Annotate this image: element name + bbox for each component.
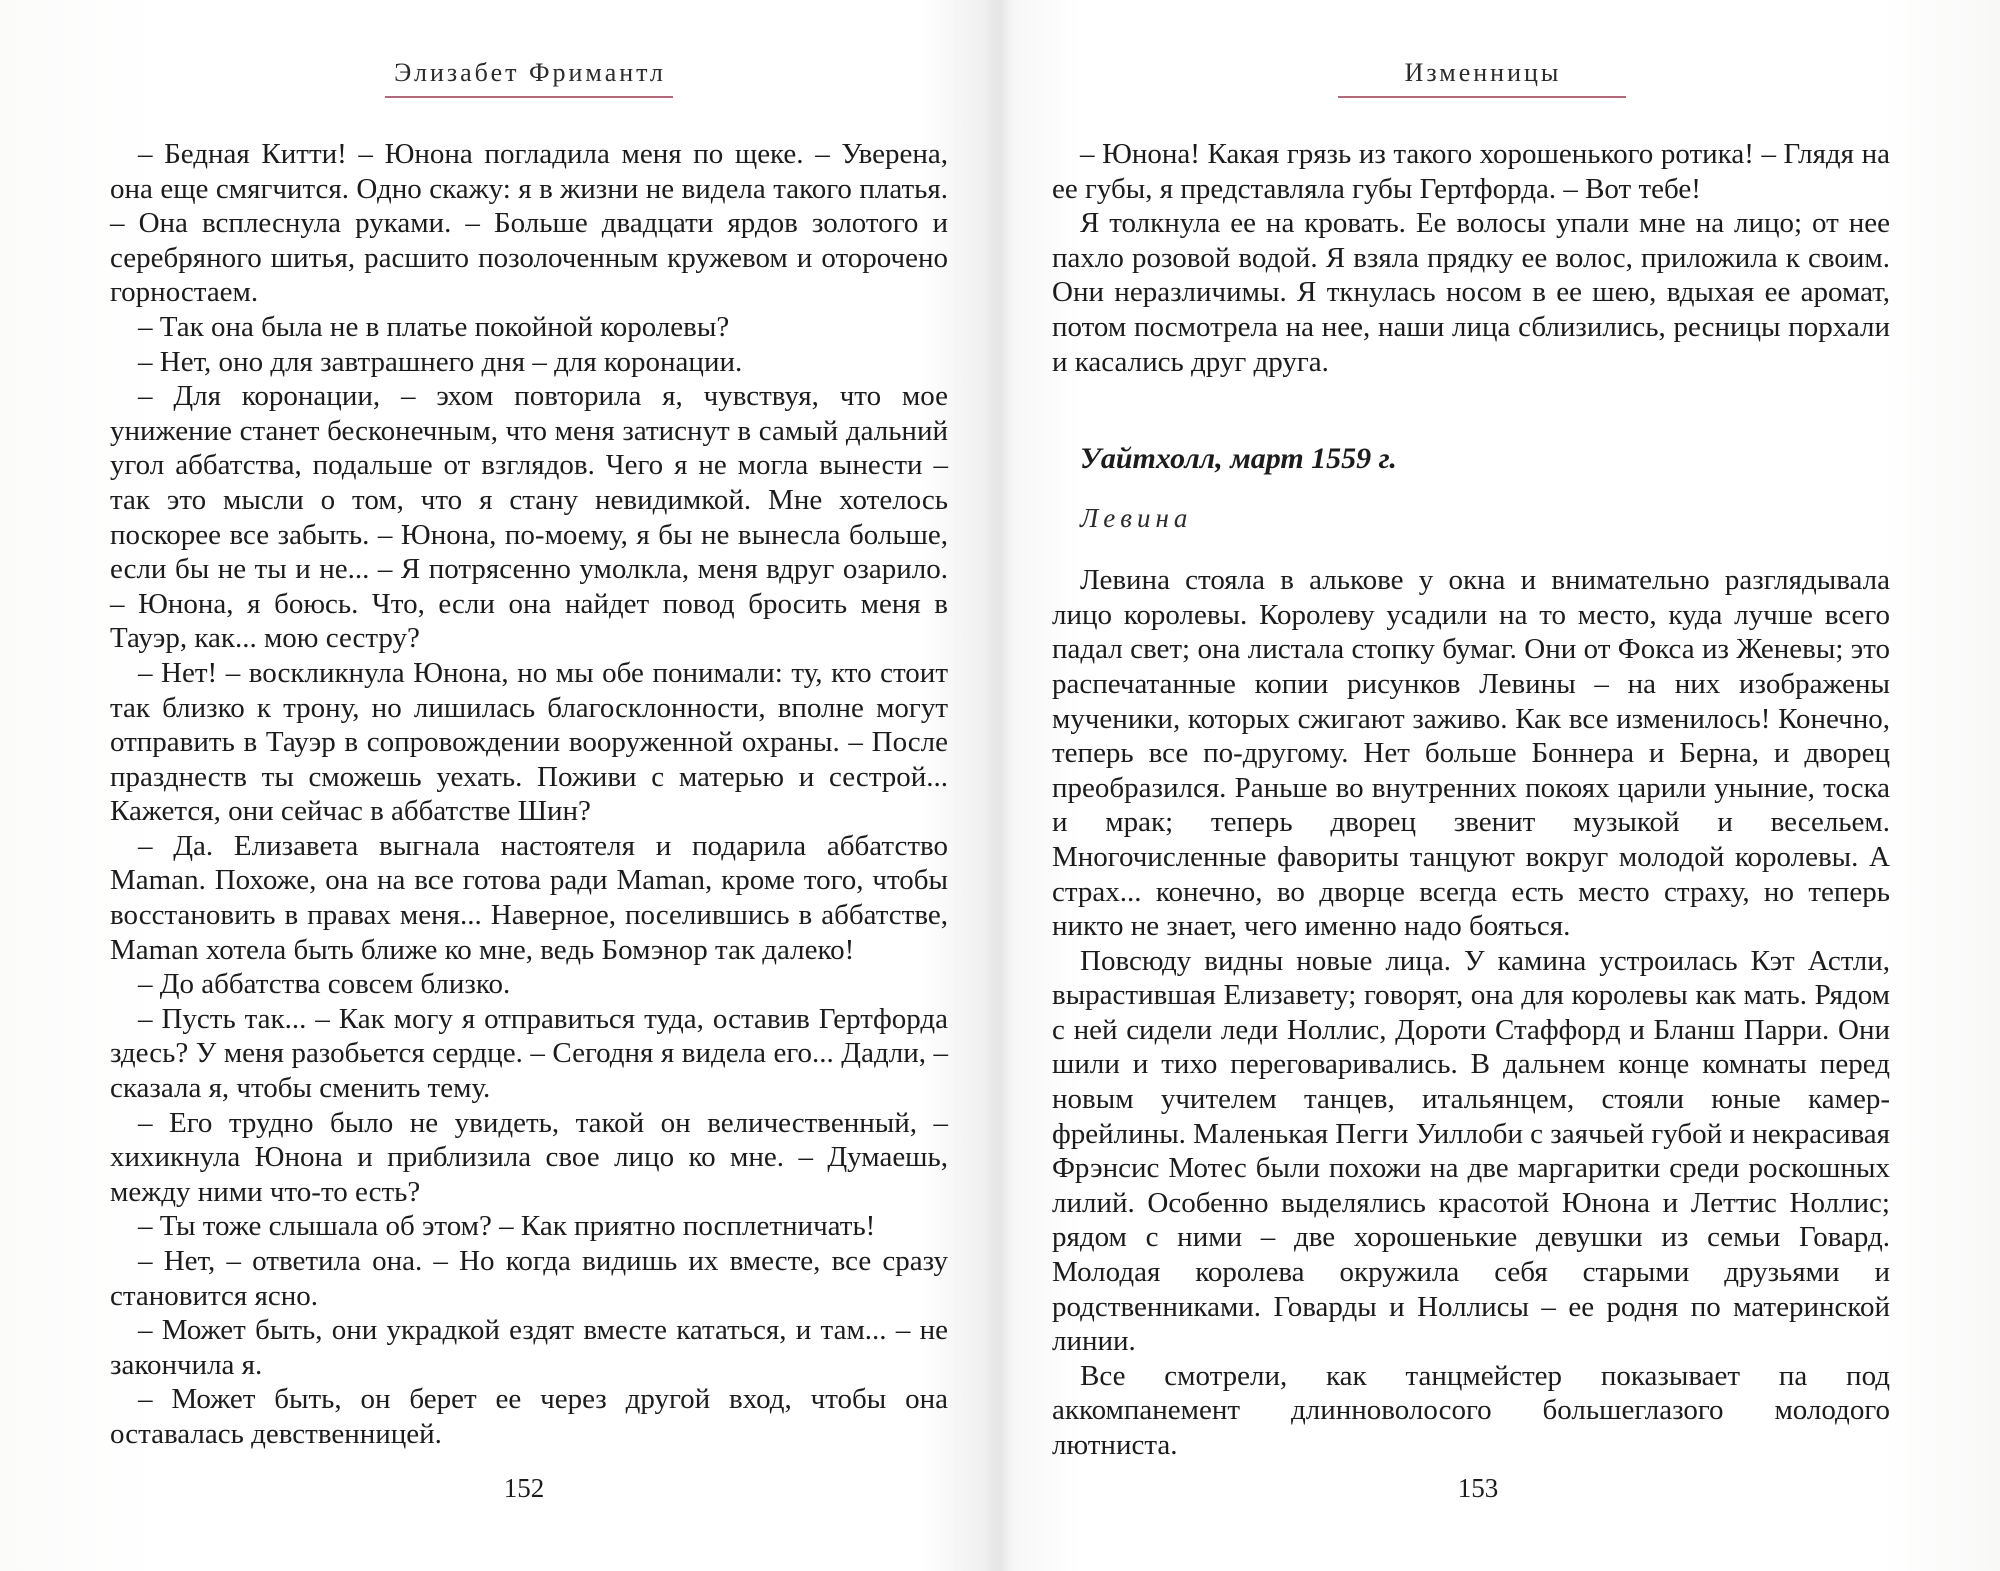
paragraph: Повсюду видны новые лица. У камина устроилась Кэт Астли, вырастившая Елизавету; говорят, она для королевы как мать. Рядом с ней сидели леди Ноллис, Дороти Стаффорд и Бланш Парри. Они шили и тихо переговаривались. В дальнем конце комнаты перед новым учителем танцев, итальянцем, стояли юные камер-фрейлины. Маленькая Пегги Уиллоби с заячьей губой и некрасивая Фрэнсис Мотес были похожи на две маргаритки среди роскошных лилий. Особенно выделялись красотой Юнона и Леттис Ноллис; рядом с ними – две хорошенькие девушки из семьи Говард. Молодая королева окружила себя старыми друзьями и родственниками. Говарды и Ноллисы – ее родня по материнской линии. bbox=[1052, 944, 1890, 1358]
right-page-number: 153 bbox=[1457, 1473, 1499, 1503]
paragraph: – Нет, – ответила она. – Но когда видишь их вместе, все сразу становится ясно. bbox=[110, 1245, 948, 1312]
paragraph: – Нет, оно для завтрашнего дня – для коронации. bbox=[138, 345, 743, 378]
paragraph: – Бедная Китти! – Юнона погладила меня по щеке. – Уверена, она еще смягчится. Одно скажу: я в жизни не видела такого платья. – Она всплеснула руками. – Больше двадцати ярдов золотого и серебряного шитья, расшито позолоченным кружевом и оторочено горностаем. bbox=[110, 138, 948, 309]
paragraph: – Да. Елизавета выгнала настоятеля и подарила аббатство Maman. Похоже, она на все готова ради Maman, кроме того, чтобы восстановить в правах меня... Наверное, поселившись в аббатстве, Maman хотела быть ближе ко мне, ведь Бомэнор так далеко! bbox=[110, 829, 948, 966]
paragraph: – Может быть, они украдкой ездят вместе кататься, и там... – не закончила я. bbox=[110, 1314, 948, 1381]
right-page bbox=[1000, 0, 2000, 1571]
paragraph: – Ты тоже слышала об этом? – Как приятно посплетничать! bbox=[138, 1210, 876, 1243]
right-head-rule bbox=[1338, 96, 1626, 98]
paragraph: Я толкнула ее на кровать. Ее волосы упали мне на лицо; от нее пахло розовой водой. Я взяла прядку ее волос, приложила к своим. Они неразличимы. Я ткнулась носом в ее шею, вдыхая ее аромат, потом посмотрела на нее, наши лица сблизились, ресницы порхали и касались друг друга. bbox=[1052, 207, 1890, 378]
section-subheading: Левина bbox=[1080, 503, 1193, 534]
left-head-rule bbox=[385, 96, 673, 98]
paragraph: – Может быть, он берет ее через другой вход, чтобы она оставалась девственницей. bbox=[110, 1383, 948, 1450]
left-page-body bbox=[110, 137, 948, 1452]
paragraph: – Пусть так... – Как могу я отправиться туда, оставив Гертфорда здесь? У меня разобьется сердце. – Сегодня я видела его... Дадли, – сказала я, чтобы сменить тему. bbox=[110, 1002, 948, 1105]
section-heading: Уайтхолл, март 1559 г. bbox=[1080, 442, 1397, 476]
paragraph: – Для коронации, – эхом повторила я, чувствуя, что мое унижение станет бесконечным, что меня затиснут в самый дальний угол аббатства, подальше от взглядов. Чего я не могла вынести – так это мысли о том, что я стану невидимкой. Мне хотелось поскорее все забыть. – Юнона, по-моему, я бы не вынесла больше, если бы не ты и не... – Я потрясенно умолкла, меня вдруг озарило. – Юнона, я боюсь. Что, если она найдет повод бросить меня в Тауэр, как... мою сестру? bbox=[110, 380, 948, 655]
paragraph: Левина стояла в алькове у окна и внимательно разглядывала лицо королевы. Королеву усадили на то место, куда лучше всего падал свет; она листала стопку бумаг. Они от Фокса из Женевы; это распечатанные копии рисунков Левины – на них изображены мученики, которых сжигают заживо. Как все изменилось! Конечно, теперь все по-другому. Нет больше Боннера и Берна, и дворец преобразился. Раньше во внутренних покоях царили уныние, тоска и мрак; теперь дворец звенит музыкой и весельем. Многочисленные фавориты танцуют вокруг молодой королевы. А страх... конечно, во дворце всегда есть место страху, но теперь никто не знает, чего именно надо бояться. bbox=[1052, 564, 1890, 943]
paragraph: – До аббатства совсем близко. bbox=[138, 968, 511, 1001]
paragraph: – Так она была не в платье покойной королевы? bbox=[138, 310, 730, 343]
paragraph: – Нет! – воскликнула Юнона, но мы обе понимали: ту, кто стоит так близко к трону, но лишилась благосклонности, вполне могут отправить в Тауэр в сопровождении вооруженной охраны. – После празднеств ты сможешь уехать. Поживи с матерью и сестрой... Кажется, они сейчас в аббатстве Шин? bbox=[110, 656, 948, 828]
paragraph: Все смотрели, как танцмейстер показывает па под аккомпанемент длинноволосого большеглазого молодого лютниста. bbox=[1052, 1359, 1890, 1461]
paragraph: – Юнона! Какая грязь из такого хорошенького ротика! – Глядя на ее губы, я представляла губы Гертфорда. – Вот тебе! bbox=[1052, 138, 1890, 205]
paragraph: – Его трудно было не увидеть, такой он величественный, – хихикнула Юнона и приблизила свое лицо ко мне. – Думаешь, между ними что-то есть? bbox=[110, 1106, 948, 1208]
left-page-number: 152 bbox=[503, 1473, 545, 1503]
left-running-head: Элизабет Фримантл bbox=[394, 58, 666, 87]
right-page-body bbox=[1052, 137, 1890, 1463]
right-running-head: Изменницы bbox=[1404, 58, 1562, 87]
